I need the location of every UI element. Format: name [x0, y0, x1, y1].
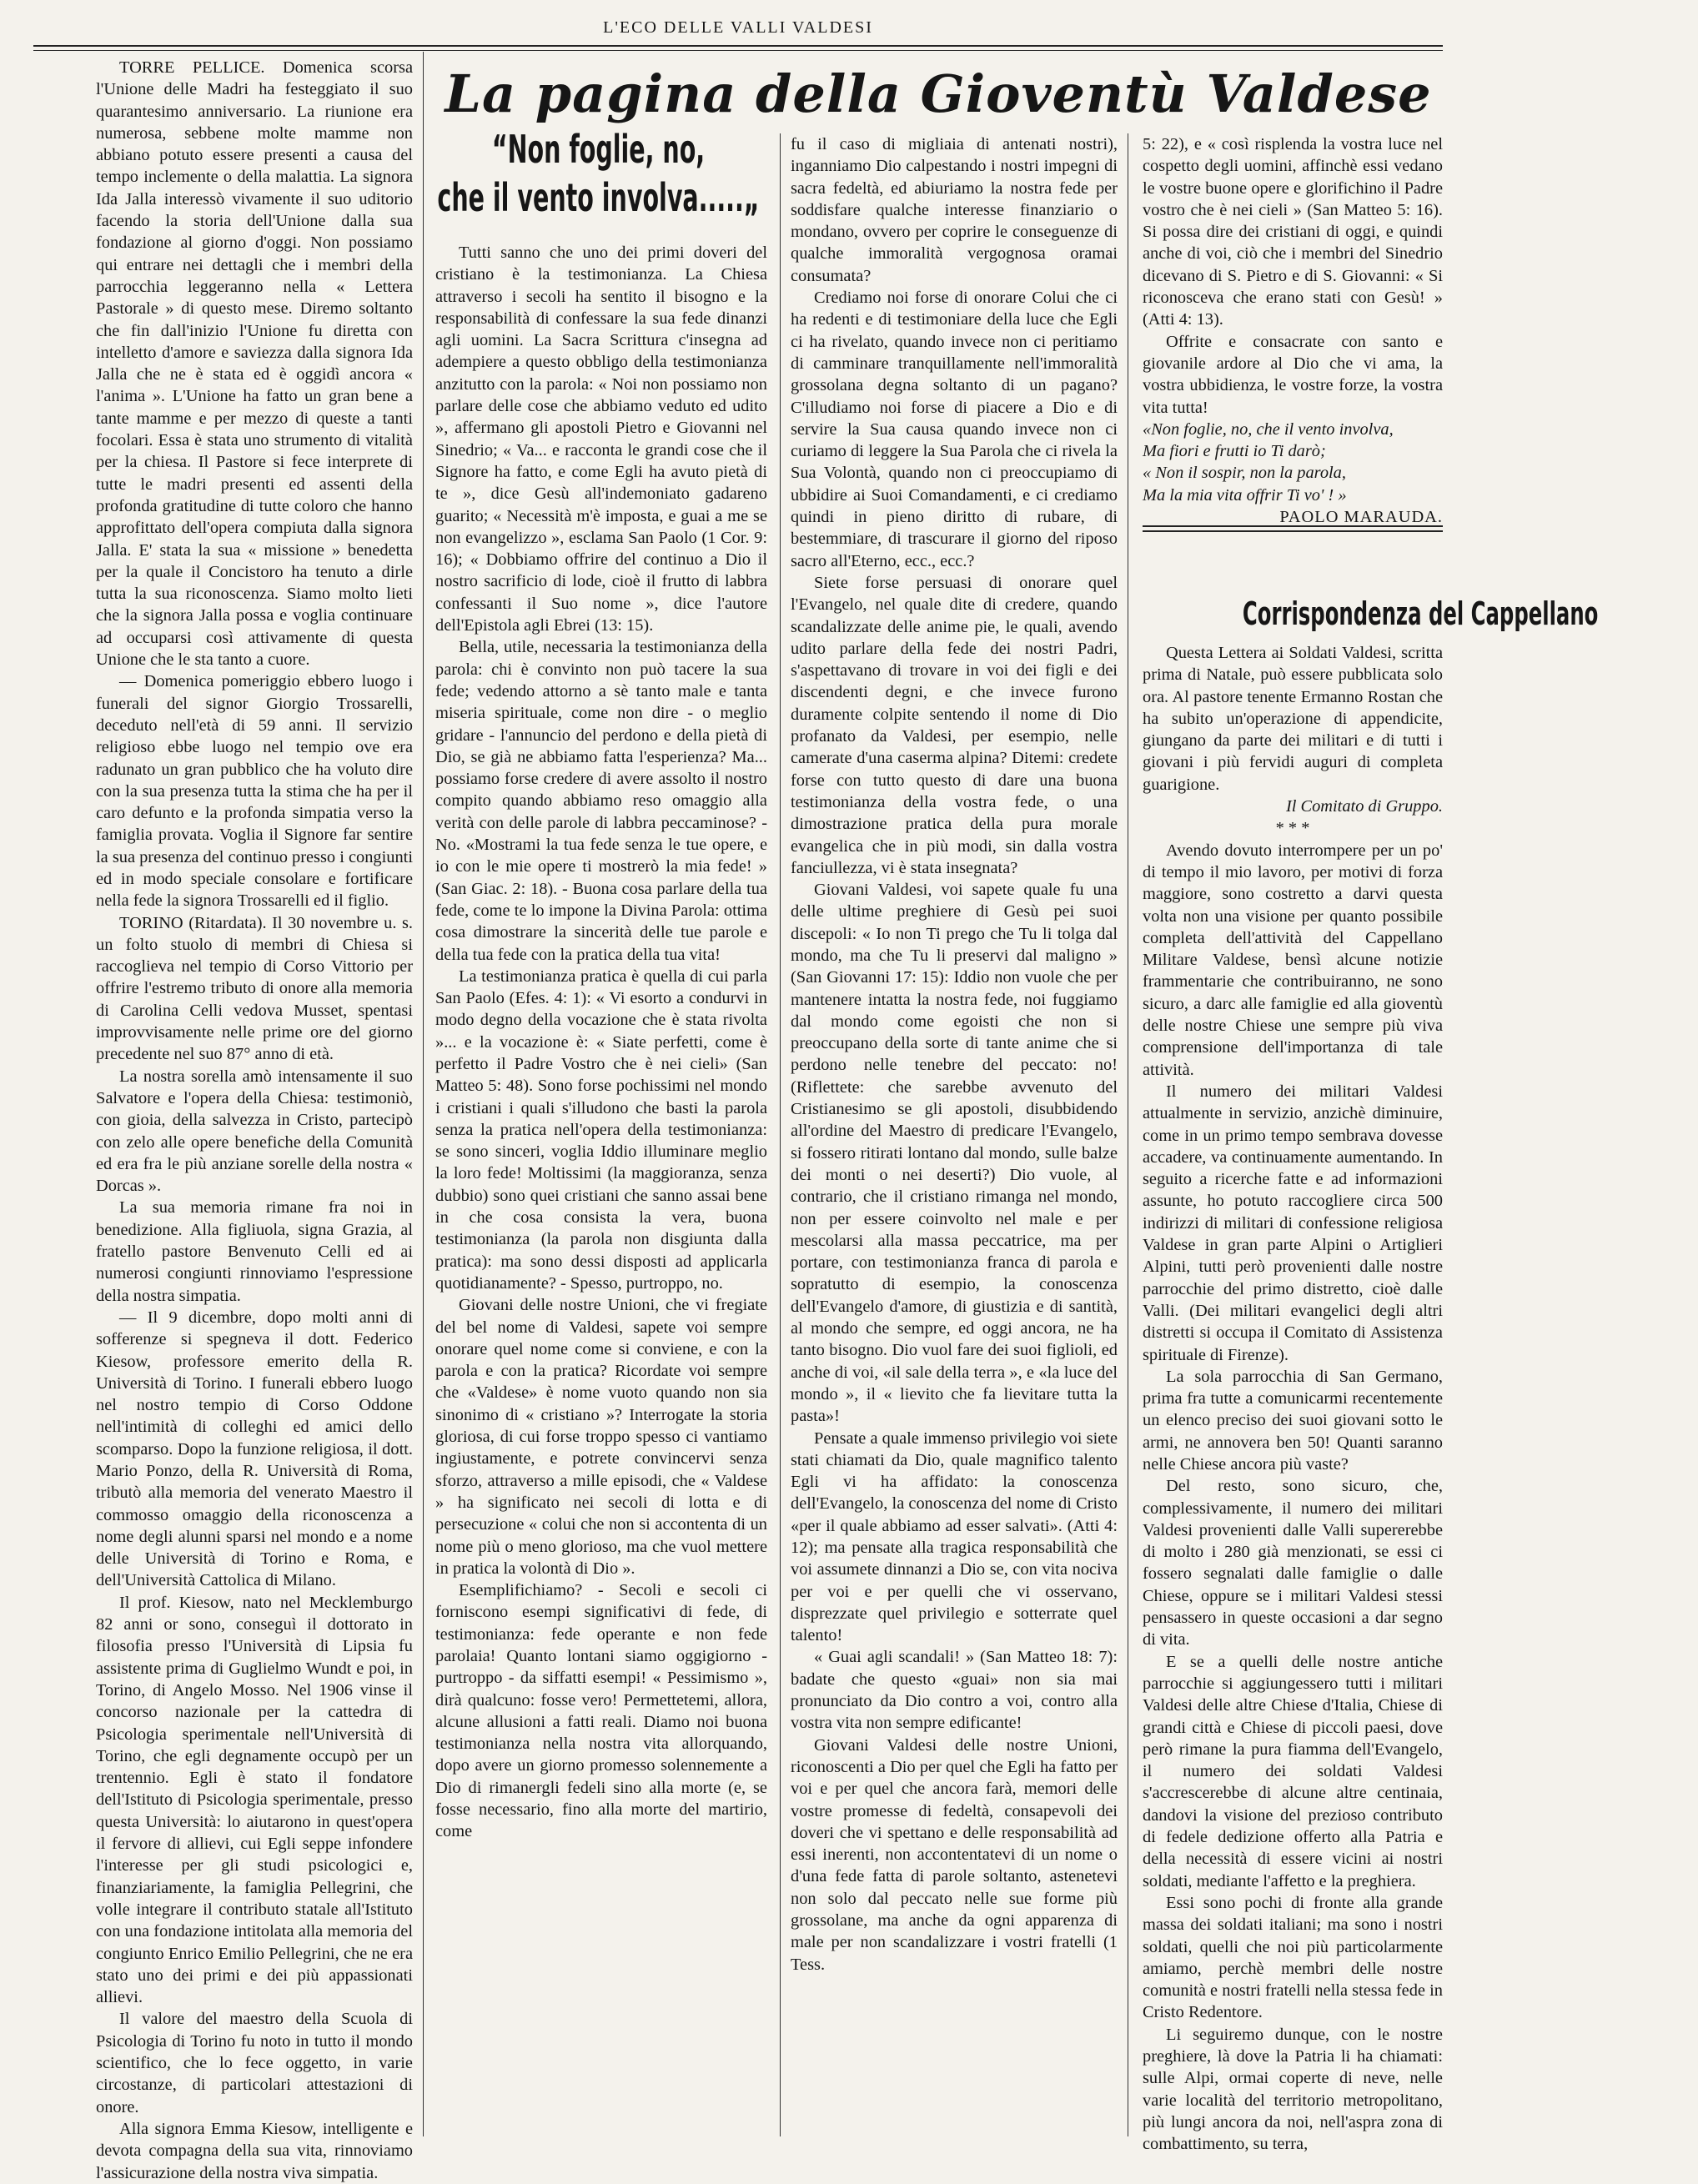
article-paragraph: La testimonianza pratica è quella di cui parla San Paolo (Efes. 4: 1): « Vi esorto a condurvi in modo degno della vocazione che è stata rivolta »... e la vocazione è: « Siate perfetti, come è perfetto il Padre Vostro che è nei cieli» (San Matteo 5: 48). Sono forse pochissimi nel mondo i cristiani i quali s'illudono che basti la parola senza la pratica nell'opera della testimonianza: se sono sinceri, voglia Iddio illuminare meglio la loro fede! Moltissimi (la maggioranza, senza dubbio) sono quei cristiani che sanno assai bene in che cosa consista la vera, buona testimonianza (la parola non disgiunta dalla pratica): ma sono dessi disposti ad applicarla quotidianamente? - Spesso, purtroppo, no. [435, 966, 767, 1293]
article-paragraph: Siete forse persuasi di onorare quel l'Evangelo, nel quale dite di credere, quando scandalizzate delle anime pie, le quali, avendo udito parlare della fede dei nostri Padri, s'aspettavano di trovare in voi dei figli e dei discendenti degni, e che invece furono duramente colpite sentendo il nome di Dio profanato da Valdesi, per esempio, nelle camerate d'una caserma alpina? Ditemi: credete forse con tutto questo di dare una buona testimonianza della vostra fede, o una dimostrazione pratica della pura morale evangelica che in più modi, sin dalla vostra fanciullezza, vi è stata insegnata? [791, 573, 1118, 877]
article-paragraph: Offrite e consacrate con santo e giovanile ardore al Dio che vi ama, la vostra ubbidienza, le vostre forze, la vostra vita tutta! [1143, 332, 1443, 417]
article-paragraph: Pensate a quale immenso privilegio voi siete stati chiamati da Dio, quale magnifico talento Egli vi ha affidato: la conoscenza dell'Evangelo, la conoscenza del nome di Cristo «per il quale abbiamo ad esser salvati». (Atti 4: 12); ma pensate alla tragica responsabilità che voi assumete dinnanzi a Dio se, con vita nociva per voi e per quelli che vi osservano, disprezzate quel privilegio e sotterrate quel talento! [791, 1428, 1118, 1645]
news-paragraph: — Il 9 dicembre, dopo molti anni di sofferenze si spegneva il dott. Federico Kiesow, professore emerito della R. Università di Torino. I funerali ebbero luogo nel nostro tempio di Corso Oddone nell'intimità di colleghi ed amici dello scomparso. Dopo la funzione religiosa, il dott. Mario Ponzo, della R. Università di Roma, tributò alla memoria del venerato Maestro il commosso omaggio della riconoscenza a nome degli alunni sparsi nel mondo e a nome delle Università di Torino e Roma, e dell'Università Cattolica di Milano. [96, 1308, 413, 1590]
news-paragraph: La nostra sorella amò intensamente il suo Salvatore e l'opera della Chiesa: testimoniò, con gioia, della salvezza in Cristo, partecipò con zelo alle opere benefiche della Comunità ed era fra le più anziane sorelle della nostra « Dorcas ». [96, 1067, 413, 1196]
section-title-text: Corrispondenza del Cappellano [1242, 595, 1599, 632]
article-headline [437, 125, 760, 250]
column-chaplain-letter [1143, 642, 1443, 2154]
letter-paragraph: E se a quelli delle nostre antiche parrocchie si aggiungessero tutti i militari Valdesi delle altre Chiese d'Italia, Chiese di grandi città e Chiese di piccoli paesi, dove però rimane la pura fiamma dell'Evangelo, il numero dei soldati Valdesi s'accrescerebbe di alcune altre centinaia, dandovi la visione del prezioso contributo di fedele dedizione offerto alla Patria e della necessità di essere vicini ai nostri soldati, mediante l'affetto e la preghiera. [1143, 1652, 1443, 1890]
news-paragraph: TORINO (Ritardata). Il 30 novembre u. s. un folto stuolo di membri di Chiesa si raccoglieva nel tempio di Corso Vittorio per offrire l'estremo tributo di onore alla memoria di Carolina Celli vedova Musset, spentasi improvvisamente nelle prime ore del giorno precedente nel suo 87° anno di età. [96, 913, 413, 1064]
news-paragraph: TORRE PELLICE. Domenica scorsa l'Unione delle Madri ha festeggiato il suo quarantesimo anniversario. La riunione era numerosa, sebbene molte mamme non abbiano potuto essere presenti a causa del tempo inclemente o della malattia. La signora Ida Jalla interessò vivamente il suo uditorio facendo la storia dell'Unione dalla sua fondazione al giorno d'oggi. Non possiamo qui entrare nei dettagli che i membri della parrocchia leggeranno nella « Lettera Pastorale » di questo mese. Diremo soltanto che fin dall'inizio l'Unione fu diretta con intelletto d'amore e saviezza dalla signora Ida Jalla che ne è stata ed è oggidì ancora « l'anima ». L'Unione ha fatto un gran bene a tante mamme e per mezzo di queste a tanti focolari. Essa è stata uno strumento di vitalità per la chiesa. Il Pastore si fece interprete di tutte le madri presenti ed assenti della profonda gratitudine di tutte coloro che hanno approfittato dell'opera compiuta dalla signora Jalla. E' stata la sua « missione » benedetta per la quale il Concistoro ha tenuto a dirle tutta la sua riconoscenza. Siamo molto lieti che la signora Jalla possa e voglia continuare ad occuparsi così attivamente di questa Unione che le sta tanto a cuore. [96, 58, 413, 670]
letter-paragraph: Essi sono pochi di fronte alla grande massa dei soldati italiani; ma sono i nostri soldati, quelli che noi più particolarmente amiamo, perchè membri delle nostre comunità e nostri fratelli nella stessa fede in Cristo Redentore. [1143, 1893, 1443, 2022]
headline-line-2: che il vento involva.....„ [437, 175, 760, 220]
article-paragraph: Giovani Valdesi, voi sapete quale fu una delle ultime preghiere di Gesù pei suoi discepoli: « Io non Ti prego che Tu li tolga dal mondo, ma che Tu li preservi dal maligno » (San Giovanni 17: 15): Iddio non vuole che per mantenere intatta la nostra fede, noi fuggiamo dal mondo come egoisti che non si preoccupano della sorte di tante anime che si perdono nelle tenebre del peccato: no! (Riflettete: che sarebbe avvenuto del Cristianesimo se gli apostoli, disubbidendo all'ordine del Maestro di predicare l'Evangelo, si fossero ritirati lontano dal mondo, sulle balze dei monti o nei deserti?) Dio vuole, al contrario, che il cristiano rimanga nel mondo, non per essere coinvolto nel male e per mescolarsi alla massa peccatrice, ma per portare, con testimonianza franca di parola e sopratutto di esempio, la conoscenza dell'Evangelo d'amore, di giustizia e di santità, al mondo che sempre, ed oggi ancora, ne ha tanto bisogno. Dio vuol fare dei suoi figlioli, ed anche di voi, «il sale della terra », e «la luce del mondo », il « lievito che fa lievitare tutta la pasta»! [791, 881, 1118, 1426]
box-rule-top-thin [1143, 530, 1443, 532]
section-title [1143, 589, 1599, 639]
news-paragraph: Il valore del maestro della Scuola di Psicologia di Torino fu noto in tutto il mondo scientifico, che lo fece oggetto, in varie circostanze, di particolari attestazioni di onore. [96, 2010, 413, 2116]
page-banner: La pagina della Gioventù Valdese [445, 63, 1432, 124]
news-paragraph: Alla signora Emma Kiesow, intelligente e devota compagna della sua vita, rinnoviamo l'assicurazione della nostra viva simpatia. [96, 2119, 413, 2182]
poem-line: « Non il sospir, non la parola, [1143, 464, 1346, 483]
masthead: L'ECO DELLE VALLI VALDESI [603, 18, 873, 37]
headline-line-1: “Non foglie, no, [491, 127, 706, 172]
article-paragraph: « Guai agli scandali! » (San Matteo 18: 7): badate che questo «guai» non sia mai pronunciato da Dio contro a voi, contro alla vostra vita non sempre edificante! [791, 1648, 1118, 1733]
article-paragraph: fu il caso di migliaia di antenati nostri), inganniamo Dio calpestando i nostri impegni di sacra fedeltà, ed abiuriamo la nostra fede per soddisfare qualche interesse finanziario o mondano, ovvero per coprire le conseguenze di qualche immoralità vergognosa oramai consumata? [791, 135, 1118, 285]
box-rule-top [1143, 525, 1443, 527]
article-paragraph: 5: 22), e « così risplenda la vostra luce nel cospetto degli uomini, affinchè essi vedano le vostre buone opere e glorifichino il Padre vostro che è nei cieli » (San Matteo 5: 16). Si possa dire dei cristiani di oggi, e quindi anche di voi, ciò che i membri del Sinedrio dicevano di S. Pietro e di S. Giovanni: « Si riconosceva che erano stati con Gesù! » (Atti 4: 13). [1143, 135, 1443, 329]
column-divider-1 [423, 52, 424, 2136]
column-article-part-2 [791, 133, 1118, 2135]
poem-line: «Non foglie, no, che il vento involva, [1143, 419, 1394, 439]
article-paragraph: Bella, utile, necessaria la testimonianza della parola: chi è convinto non può tacere la sua fede; vedendo attorno a sè tanto male e tanta miseria spirituale, come non dire - o meglio gridare - l'annuncio del perdono e della pietà di Dio, se già ne abbiamo fatta l'esperienza? Ma... possiamo forse credere di avere assolto il nostro compito quando abbiamo reso omaggio alla verità con delle parole di labbra peccaminose? - No. «Mostrami la tua fede senza le tue opere, e io con le mie opere ti mostrerò la mia fede! » (San Giac. 2: 18). - Buona cosa parlare della tua fede, come te lo impone la Divina Parola: ottima cosa dimostrare la sincerità delle tue parole e della tua fede con la pratica della tua vita! [435, 638, 767, 964]
letter-paragraph: Avendo dovuto interrompere per un po' di tempo il mio lavoro, per motivi di forza maggiore, sono costretto a darvi questa volta non una visione per quanto possibile completa dell'attività del Cappellano Militare Valdese, bensì alcune notizie frammentarie che contribuiranno, ne sono sicuro, a darc alle famiglie ed alla gioventù delle nostre Chiese une sempre più viva comprensione dell'importanza di tale attività. [1143, 841, 1443, 1079]
column-local-news [96, 57, 413, 2182]
letter-paragraph: La sola parrocchia di San Germano, prima fra tutte a comunicarmi recentemente un elenco preciso dei suoi giovani sotto le armi, ne annovera ben 50! Quanti saranno nelle Chiese ancora più vaste? [1143, 1367, 1443, 1474]
article-paragraph: Crediamo noi forse di onorare Colui che ci ha redenti e di testimoniare della luce che Egli ci ha rivelato, quando invece non ci peritiamo di camminare tranquillamente nell'immoralità grossolana degna soltanto di un pagano? C'illudiamo noi forse di piacere a Dio e di servire la Sua causa quando invece non ci curiamo di leggere la Sua Parola che ci rivela la Sua Volontà, quando non ci preoccupiamo di ubbidire ai Suoi Comandamenti, e ci crediamo quindi in pieno diritto di rubare, di bestemmiare, di trascurare il giorno del riposo sacro all'Eterno, ecc., ecc.? [791, 289, 1118, 570]
column-article-end [1143, 133, 1443, 527]
article-paragraph: Tutti sanno che uno dei primi doveri del cristiano è la testimonianza. La Chiesa attraverso i secoli ha sentito il bisogno e la responsabilità di confessare la sua fede dinanzi agli uomini. La Sacra Scrittura c'insegna ad adempiere a questo obbligo della testimonianza anzitutto con la parola: « Noi non possiamo non parlare delle cose che abbiamo veduto ed udito », affermano gli apostoli Pietro e Giovanni nel Sinedrio; « Va... e racconta le grandi cose che il Signore ha fatto, e come Egli ha avuto pietà di te », dice Gesù all'indemoniato gadareno guarito; « Necessità m'è imposta, e guai a me se non evangelizzo », esclama San Paolo (1 Cor. 9: 16); « Dobbiamo offrire del continuo a Dio il nostro sacrificio di lode, cioè il frutto di labbra confessanti il Suo nome », dice l'autore dell'Epistola agli Ebrei (13: 15). [435, 244, 767, 635]
section-separator: * * * [1275, 819, 1310, 838]
article-paragraph: Giovani Valdesi delle nostre Unioni, riconoscenti a Dio per quel che Egli ha fatto per voi e per quel che ancora farà, memori delle vostre promesse di fedeltà, consapevoli dei doveri che vi spettano e delle responsabilità ad essi inerenti, non accontentatevi di un nome o d'una fede fatta di parole soltanto, astenetevi non solo dal peccato nelle sue forme più grossolane, ma anche da ogni apparenza di male per non scandalizzare i vostri fratelli (1 Tess. [791, 1735, 1118, 1974]
letter-paragraph: Il numero dei militari Valdesi attualmente in servizio, anzichè diminuire, come in un primo tempo sembrava dovesse accadere, va continuamente aumentando. In seguito a ricerche fatte e ad informazioni assunte, ho potuto raccogliere circa 500 indirizzi di militari di confessione religiosa Valdese in gran parte Alpini o Artiglieri Alpini, tutti però provenienti dalle nostre parrocchie del primo distretto, cioè dalle Valli. (Dei militari evangelici degli altri distretti si occupa il Comitato di Assistenza spirituale di Firenze). [1143, 1082, 1443, 1364]
masthead-rule [33, 45, 1443, 47]
column-divider-2 [780, 133, 781, 2136]
news-paragraph: Il prof. Kiesow, nato nel Mecklemburgo 82 anni or sono, conseguì il dottorato in filosofia presso l'Università di Lipsia fu assistente prima di Guglielmo Wundt e poi, in Torino, di Angelo Mosso. Nel 1906 vinse il concorso nazionale per la cattedra di Psicologia sperimentale nell'Università di Torino, che egli degnamente occupò per un trentennio. Egli è stato il fondatore dell'Istituto di Psicologia sperimentale, presso questa Università: lo aiutarono in quest'opera il fervore di allievi, cui Egli seppe infondere l'interesse per gli studi psicologici e, finanziariamente, la famiglia Pellegrini, che volle integrare il contributo statale all'Istituto con una fondazione intitolata alla memoria del congiunto Enrico Emilio Pellegrini, che ne era stato uno dei primi e dei più appassionati allievi. [96, 1593, 413, 2007]
letter-paragraph: Li seguiremo dunque, con le nostre preghiere, là dove la Patria li ha chiamati: sulle Alpi, ormai coperte di neve, nelle varie località del territorio metropolitano, più lungi ancora da noi, nell'aspra zona di combattimento, su terra, [1143, 2025, 1443, 2154]
intro-paragraph: Questa Lettera ai Soldati Valdesi, scritta prima di Natale, può essere pubblicata solo ora. Al pastore tenente Ermanno Rostan che ha subito un'operazione di appendicite, giungano da parte dei militari e di tutti i giovani i più fervidi auguri di completa guarigione. [1143, 644, 1443, 794]
column-article-part-1 [435, 242, 767, 2135]
committee-signature: Il Comitato di Gruppo. [1285, 797, 1443, 816]
article-paragraph: Esemplifichiamo? - Secoli e secoli ci forniscono esempi significativi di fede, di testimonianza: fede operante e non fede parolaia! Quanto lontani siamo oggigiorno - purtroppo - da siffatti esempi! « Pessimismo », dirà qualcuno: fosse vero! Permettetemi, allora, alcune allusioni a fatti reali. Diamo noi buona testimonianza nella nostra vita allorquando, dopo avere un giorno promesso solennemente a Dio di rimanergli fedeli sino alla morte (e, se fosse necessario, fino alla morte del martirio, come [435, 1581, 767, 1841]
letter-paragraph: Del resto, sono sicuro, che, complessivamente, il numero dei militari Valdesi provenienti dalle Valli supererebbe di molto i 280 già menzionati, se essi ci fossero segnalati dalle famiglie o dalle Chiese, oppure se i militari Valdesi stessi pensassero in queste occasioni a dar segno di vita. [1143, 1477, 1443, 1649]
news-paragraph: — Domenica pomeriggio ebbero luogo i funerali del signor Giorgio Trossarelli, deceduto nell'età di 59 anni. Il servizio religioso ebbe luogo nel tempio ove era radunato un gran pubblico che ha voluto dire con la sua presenza tutta la stima che ha per il caro defunto e la profonda simpatia verso la famiglia provata. Voglia il Signore far sentire la sua presenza del continuo presso i congiunti ed in modo speciale consolare e fortificare nella fede la signora Trossarelli ed il figlio. [96, 672, 413, 911]
news-paragraph: La sua memoria rimane fra noi in benedizione. Alla figliuola, signa Grazia, al fratello pastore Benvenuto Celli ed ai numerosi congiunti rinnoviamo l'espressione della nostra simpatia. [96, 1198, 413, 1305]
poem-line: Ma la mia vita offrir Ti vo' ! » [1143, 485, 1347, 505]
article-paragraph: Giovani delle nostre Unioni, che vi fregiate del bel nome di Valdesi, sapete voi sempre onorare quel nome come si conviene, e con la parola e con la pratica? Ricordate voi sempre che «Valdese» è nome vuoto quando non sia sinonimo di « cristiano »? Interrogate la storia gloriosa, di cui forse troppo spesso ci vantiamo ingiustamente, e potrete convincervi senza sforzo, attraverso a mille episodi, che « Valdese » ha significato nei secoli di lotta e di persecuzione « colui che non si accontenta di un nome più o meno glorioso, ma che vuol mettere in pratica la volontà di Dio ». [435, 1296, 767, 1578]
poem-line: Ma fiori e frutti io Ti darò; [1143, 442, 1326, 461]
author-signature: PAOLO MARAUDA. [1279, 508, 1443, 527]
masthead-rule-thin [33, 50, 1443, 51]
